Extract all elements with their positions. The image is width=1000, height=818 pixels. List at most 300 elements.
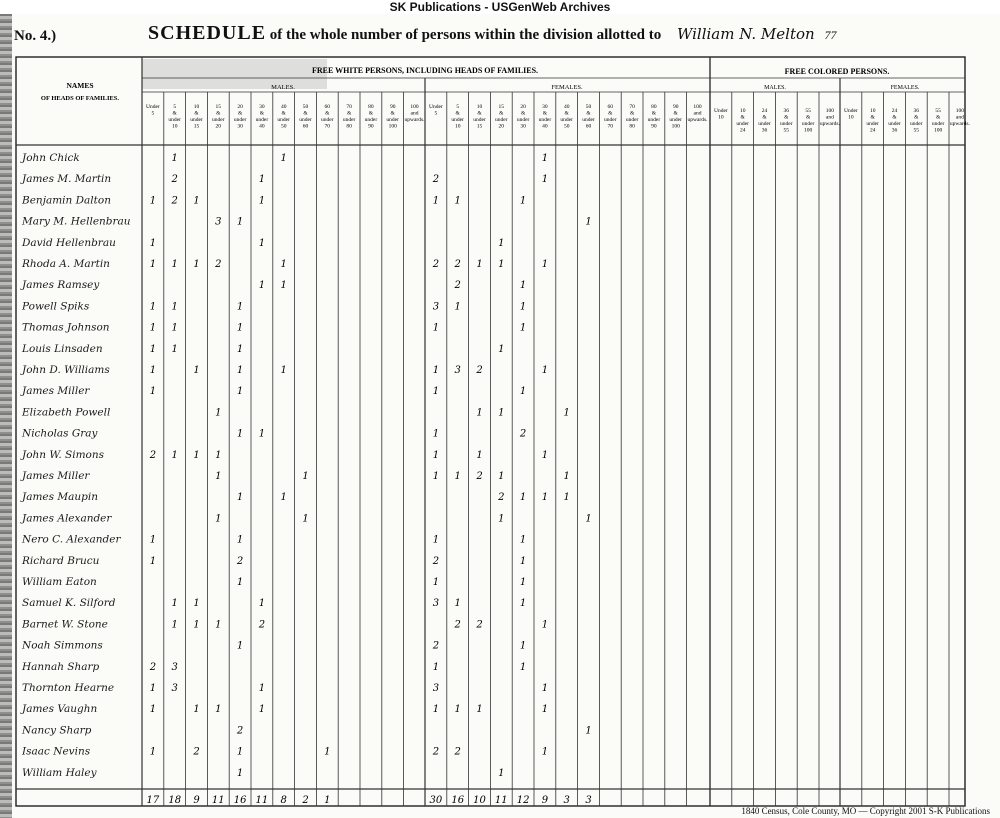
female-count: 1 (585, 725, 592, 737)
male-total: 2 (302, 795, 309, 806)
female-count: 1 (432, 428, 440, 440)
female-count: 1 (541, 492, 549, 504)
female-count: 1 (519, 195, 527, 207)
colored-male-age-col-label: 10 (718, 114, 724, 121)
white-female-age-col-label: & (542, 110, 548, 117)
male-count: 1 (171, 343, 178, 355)
colored-male-age-col-label: 100 (825, 108, 835, 114)
female-count: 1 (432, 577, 440, 588)
colored-female-age-col-label: under (931, 121, 945, 127)
male-count: 1 (149, 555, 157, 567)
male-count: 1 (193, 365, 200, 376)
male-total: 9 (193, 795, 200, 806)
white-male-age-col-label: under (342, 117, 356, 123)
colored-female-age-col-label: 100 (933, 127, 943, 134)
colored-female-age-col-label: 55 (913, 127, 920, 134)
female-count: 1 (476, 704, 483, 716)
colored-female-age-col-label: & (892, 114, 897, 121)
colored-female-age-col-label: 36 (891, 127, 898, 134)
head-of-family-name: Nero C. Alexander (22, 533, 121, 546)
colored-female-age-col-label: & (870, 114, 875, 121)
male-count: 2 (149, 449, 157, 461)
white-female-age-col-label: 90 (672, 104, 679, 110)
female-count: 2 (454, 280, 461, 292)
white-female-age-col-label: 40 (542, 123, 548, 130)
white-female-age-col-label: under (451, 117, 464, 123)
white-female-age-col-label: 30 (520, 123, 526, 130)
male-count: 2 (236, 555, 244, 567)
colored-female-age-col-label: & (914, 114, 919, 121)
male-count: 1 (149, 683, 157, 694)
male-total: 8 (280, 795, 287, 806)
female-total: 30 (429, 795, 443, 806)
male-count: 1 (258, 683, 266, 694)
colored-male-age-col-label: under (780, 121, 793, 127)
male-count: 1 (171, 619, 178, 631)
male-total: 16 (233, 795, 247, 806)
male-count: 1 (215, 704, 222, 716)
head-of-family-name: Elizabeth Powell (22, 406, 111, 419)
female-count: 1 (498, 237, 505, 249)
colored-male-age-col-label: 10 (739, 108, 746, 114)
white-male-age-col-label: & (368, 110, 374, 117)
white-female-age-col-label: & (586, 110, 591, 117)
white-female-age-col-label: 5 (456, 104, 460, 110)
head-of-family-name: James Ramsey (22, 279, 100, 292)
white-male-age-col-label: 30 (237, 123, 243, 130)
male-count: 1 (193, 598, 200, 610)
colored-male-age-col-label: 55 (783, 127, 790, 134)
male-count: 1 (236, 534, 244, 546)
female-total: 10 (473, 795, 486, 806)
colored-male-age-col-label: & (762, 114, 767, 121)
white-female-age-col-label: 100 (671, 123, 680, 130)
colored-females-header: FEMALES. (890, 85, 920, 91)
male-count: 1 (171, 598, 178, 610)
male-count: 1 (215, 619, 222, 631)
white-female-age-col-label: under (582, 117, 595, 123)
white-female-age-col-label: 50 (585, 104, 592, 110)
female-count: 1 (476, 449, 483, 461)
male-count: 1 (236, 365, 244, 376)
male-count: 1 (193, 704, 200, 716)
white-male-age-col-label: 20 (215, 123, 222, 130)
male-count: 1 (171, 153, 178, 164)
white-female-age-col-label: 60 (607, 104, 614, 110)
head-of-family-name: Powell Spiks (22, 300, 90, 313)
male-total: 1 (324, 795, 331, 806)
female-count: 1 (432, 534, 440, 546)
female-count: 1 (519, 386, 527, 398)
male-count: 2 (171, 174, 178, 186)
white-female-age-col-label: 90 (651, 123, 657, 130)
colored-male-age-col-label: & (784, 114, 789, 121)
female-count: 2 (454, 259, 461, 270)
female-count: 3 (454, 365, 461, 376)
male-count: 1 (280, 259, 287, 270)
head-of-family-name: James M. Martin (22, 173, 112, 186)
white-female-age-col-label: 5 (434, 110, 438, 117)
white-female-age-col-label: & (455, 110, 460, 117)
white-female-age-col-label: & (477, 110, 482, 117)
male-count: 1 (193, 259, 200, 270)
male-count: 1 (149, 237, 157, 249)
male-count: 1 (149, 343, 157, 355)
female-count: 2 (476, 365, 483, 376)
male-count: 1 (236, 343, 244, 355)
female-count: 2 (476, 471, 483, 482)
head-of-family-name: Isaac Nevins (22, 745, 91, 758)
colored-male-age-col-label: under (736, 121, 749, 127)
white-female-age-col-label: Under (429, 104, 443, 110)
white-male-age-col-label: 10 (193, 104, 200, 110)
white-male-age-col-label: under (321, 117, 334, 123)
male-count: 1 (149, 195, 157, 207)
white-female-age-col-label: under (560, 117, 573, 123)
white-male-age-col-label: 50 (280, 123, 287, 130)
white-female-age-col-label: 60 (585, 123, 592, 130)
white-male-age-col-label: under (277, 117, 290, 123)
white-male-age-col-label: 20 (237, 104, 243, 110)
female-count: 1 (498, 513, 505, 525)
female-count: 1 (519, 322, 527, 334)
female-count: 1 (432, 471, 440, 482)
white-female-age-col-label: & (651, 110, 657, 117)
white-male-age-col-label: under (190, 117, 203, 123)
female-count: 2 (432, 174, 440, 186)
white-male-age-col-label: & (194, 110, 199, 117)
male-count: 2 (193, 746, 200, 758)
head-of-family-name: Nancy Sharp (22, 724, 92, 737)
white-male-age-col-label: & (325, 110, 330, 117)
male-count: 1 (149, 301, 157, 313)
female-count: 1 (563, 471, 570, 482)
colored-female-age-col-label: 24 (869, 127, 876, 134)
female-count: 1 (432, 661, 440, 673)
colored-female-age-col-label: & (935, 114, 941, 121)
white-female-age-col-label: 10 (454, 123, 461, 130)
female-count: 1 (541, 683, 549, 694)
head-of-family-name: Mary M. Hellenbrau (22, 215, 131, 228)
colored-female-age-col-label: 100 (955, 108, 965, 114)
white-persons-header: FREE WHITE PERSONS, INCLUDING HEADS OF FAMILIES. (311, 66, 539, 75)
head-of-family-name: Nicholas Gray (22, 427, 98, 440)
male-count: 1 (149, 386, 157, 398)
colored-female-age-col-label: Under (844, 108, 858, 114)
colored-male-age-col-label: and (825, 114, 834, 121)
white-female-age-col-label: 40 (563, 104, 570, 110)
male-count: 1 (258, 195, 266, 207)
colored-male-age-col-label: & (805, 114, 811, 121)
male-count: 1 (236, 322, 244, 334)
male-count: 1 (215, 449, 222, 461)
male-count: 3 (215, 216, 222, 228)
colored-female-age-col-label: upwards. (949, 121, 970, 127)
white-female-age-col-label: & (673, 110, 678, 117)
white-female-age-col-label: 15 (498, 104, 505, 110)
white-female-age-col-label: 100 (693, 104, 702, 110)
white-male-age-col-label: 100 (410, 104, 419, 110)
colored-male-age-col-label: 55 (805, 108, 811, 114)
white-male-age-col-label: 80 (368, 104, 374, 110)
white-male-age-col-label: 40 (259, 123, 265, 130)
colored-female-age-col-label: 55 (935, 108, 941, 114)
female-total: 12 (516, 795, 530, 806)
colored-female-age-col-label: and (955, 114, 964, 121)
form-number: No. 4.) (14, 28, 57, 44)
male-count: 1 (149, 259, 157, 270)
male-total: 11 (211, 795, 225, 806)
white-male-age-col-label: 100 (388, 123, 397, 130)
male-count: 1 (215, 407, 222, 419)
male-count: 1 (280, 492, 287, 504)
male-count: 2 (215, 259, 222, 270)
female-count: 1 (563, 492, 570, 504)
white-male-age-col-label: & (259, 110, 265, 117)
colored-male-age-col-label: under (801, 121, 815, 127)
male-count: 2 (149, 661, 157, 673)
male-count: 1 (258, 174, 266, 186)
white-male-age-col-label: upwards. (404, 117, 425, 123)
male-count: 1 (236, 428, 244, 440)
colored-female-age-col-label: 10 (869, 108, 876, 114)
female-count: 1 (498, 767, 505, 779)
male-count: 1 (258, 237, 266, 249)
head-of-family-name: James Alexander (22, 512, 112, 525)
white-female-age-col-label: under (669, 117, 682, 123)
scan-smudge (142, 59, 327, 89)
female-count: 2 (454, 746, 461, 758)
female-count: 1 (454, 704, 461, 716)
white-male-age-col-label: 5 (151, 110, 155, 117)
male-count: 1 (149, 365, 157, 376)
white-male-age-col-label: under (255, 117, 269, 123)
female-count: 1 (541, 704, 549, 716)
male-count: 1 (171, 259, 178, 270)
white-male-age-col-label: & (281, 110, 286, 117)
female-count: 3 (432, 598, 440, 610)
female-count: 1 (541, 365, 549, 376)
female-count: 2 (432, 640, 440, 652)
female-count: 1 (432, 365, 440, 376)
male-total: 18 (168, 795, 182, 806)
male-count: 1 (236, 746, 244, 758)
white-female-age-col-label: 15 (476, 123, 483, 130)
female-count: 1 (519, 640, 527, 652)
colored-male-age-col-label: 36 (783, 108, 790, 114)
white-female-age-col-label: 80 (651, 104, 657, 110)
white-male-age-col-label: 15 (193, 123, 200, 130)
female-count: 1 (585, 513, 592, 525)
female-count: 1 (432, 704, 440, 716)
white-female-age-col-label: 70 (607, 123, 614, 130)
male-count: 1 (149, 534, 157, 546)
head-of-family-name: Thornton Hearne (22, 682, 115, 694)
white-male-age-col-label: 15 (215, 104, 222, 110)
male-count: 1 (236, 767, 244, 779)
white-male-age-col-label: & (303, 110, 308, 117)
female-count: 1 (541, 174, 549, 186)
female-total: 16 (451, 795, 465, 806)
female-count: 1 (454, 301, 461, 313)
female-total: 11 (494, 795, 508, 806)
white-female-age-col-label: & (520, 110, 526, 117)
copyright-footer: 1840 Census, Cole County, MO — Copyright 2001 S-K Publications (741, 806, 990, 816)
names-header: NAMES (66, 81, 94, 90)
colored-female-age-col-label: under (888, 121, 901, 127)
colored-male-age-col-label: Under (714, 108, 728, 114)
white-male-age-col-label: 10 (171, 123, 178, 130)
head-of-family-name: John Chick (22, 152, 80, 164)
white-female-age-col-label: & (608, 110, 613, 117)
head-of-family-name: William Haley (22, 766, 97, 779)
male-count: 1 (149, 704, 157, 716)
head-of-family-name: Barnet W. Stone (22, 618, 108, 631)
colored-female-age-col-label: 36 (913, 108, 920, 114)
head-of-family-name: Hannah Sharp (22, 660, 100, 673)
female-count: 1 (432, 322, 440, 334)
female-count: 2 (519, 428, 527, 440)
colored-male-age-col-label: upwards. (819, 121, 840, 127)
colored-male-age-col-label: 100 (803, 127, 813, 134)
head-of-family-name: Richard Brucu (22, 554, 100, 567)
male-count: 1 (215, 471, 222, 482)
names-header-sub: OF HEADS OF FAMILIES. (40, 95, 120, 102)
white-female-age-col-label: under (473, 117, 486, 123)
female-count: 2 (454, 619, 461, 631)
male-count: 1 (302, 471, 309, 482)
white-male-age-col-label: 50 (302, 104, 309, 110)
white-female-age-col-label: & (499, 110, 504, 117)
female-count: 1 (454, 471, 461, 482)
male-count: 1 (171, 449, 178, 461)
colored-male-age-col-label: under (758, 121, 771, 127)
female-count: 1 (563, 407, 570, 419)
white-females-header: FEMALES. (551, 84, 583, 91)
male-count: 1 (236, 301, 244, 313)
male-count: 2 (258, 619, 266, 631)
white-female-age-col-label: & (629, 110, 635, 117)
archive-title: SK Publications - USGenWeb Archives (389, 0, 611, 14)
head-of-family-name: Noah Simmons (22, 639, 103, 652)
white-female-age-col-label: under (516, 117, 530, 123)
female-count: 1 (476, 407, 483, 419)
colored-males-header: MALES. (764, 85, 786, 91)
head-of-family-name: William Eaton (22, 576, 97, 588)
female-count: 1 (476, 259, 483, 270)
male-count: 1 (258, 280, 266, 292)
female-count: 1 (454, 195, 461, 207)
female-count: 3 (432, 683, 440, 694)
white-male-age-col-label: under (168, 117, 181, 123)
colored-female-age-col-label: under (910, 121, 923, 127)
white-male-age-col-label: & (237, 110, 243, 117)
white-male-age-col-label: Under (146, 104, 160, 110)
colored-male-age-col-label: 24 (739, 127, 746, 134)
white-female-age-col-label: 30 (542, 104, 548, 110)
head-of-family-name: Louis Linsaden (22, 342, 103, 355)
white-female-age-col-label: 10 (476, 104, 483, 110)
female-total: 3 (585, 795, 592, 806)
male-count: 1 (258, 598, 266, 610)
male-count: 1 (171, 322, 178, 334)
male-count: 3 (171, 683, 178, 694)
white-female-age-col-label: under (647, 117, 661, 123)
head-of-family-name: Thomas Johnson (22, 321, 110, 334)
male-count: 2 (171, 195, 178, 207)
white-female-age-col-label: & (564, 110, 569, 117)
schedule-word: SCHEDULE (148, 22, 267, 44)
male-count: 1 (149, 746, 157, 758)
male-count: 1 (171, 301, 178, 313)
female-count: 1 (541, 619, 549, 631)
colored-male-age-col-label: 24 (761, 108, 768, 114)
female-count: 1 (541, 449, 549, 461)
white-male-age-col-label: 90 (368, 123, 374, 130)
male-count: 1 (193, 449, 200, 461)
male-count: 1 (236, 216, 244, 228)
female-count: 1 (519, 534, 527, 546)
male-count: 2 (236, 725, 244, 737)
female-count: 1 (519, 577, 527, 588)
head-of-family-name: James Vaughn (22, 703, 98, 716)
female-count: 3 (432, 301, 440, 313)
white-male-age-col-label: 80 (346, 123, 352, 130)
white-male-age-col-label: 5 (173, 104, 177, 110)
male-count: 3 (171, 661, 178, 673)
head-of-family-name: Samuel K. Silford (22, 597, 116, 610)
colored-female-age-col-label: 24 (891, 108, 898, 114)
male-count: 1 (149, 322, 157, 334)
male-count: 1 (258, 704, 266, 716)
head-of-family-name: James Maupin (22, 491, 98, 504)
white-male-age-col-label: & (390, 110, 395, 117)
colored-persons-header: FREE COLORED PERSONS. (784, 67, 890, 76)
female-count: 1 (541, 153, 549, 164)
white-male-age-col-label: & (346, 110, 352, 117)
female-count: 1 (519, 492, 527, 504)
head-of-family-name: Benjamin Dalton (22, 194, 111, 207)
male-total: 17 (146, 795, 160, 806)
female-count: 1 (498, 471, 505, 482)
female-count: 1 (519, 598, 527, 610)
white-males-header: MALES. (271, 84, 295, 91)
white-female-age-col-label: 20 (498, 123, 505, 130)
white-female-age-col-label: under (625, 117, 639, 123)
male-count: 1 (236, 640, 244, 652)
male-total: 11 (255, 795, 269, 806)
white-male-age-col-label: under (299, 117, 312, 123)
head-of-family-name: James Miller (22, 470, 90, 482)
male-count: 1 (280, 365, 287, 376)
white-female-age-col-label: and (693, 110, 702, 117)
white-male-age-col-label: 60 (302, 123, 309, 130)
white-male-age-col-label: under (212, 117, 225, 123)
female-total: 9 (541, 795, 549, 806)
male-count: 1 (258, 428, 266, 440)
male-count: 1 (236, 577, 244, 588)
enumerator-name: William N. Melton (676, 25, 815, 43)
female-count: 1 (432, 449, 440, 461)
female-count: 1 (519, 555, 527, 567)
head-of-family-name: David Hellenbrau (22, 236, 116, 249)
male-count: 1 (236, 492, 244, 504)
white-male-age-col-label: & (216, 110, 221, 117)
white-female-age-col-label: upwards. (687, 117, 708, 123)
head-of-family-name: Rhoda A. Martin (22, 258, 110, 270)
white-female-age-col-label: 80 (629, 123, 635, 130)
female-count: 2 (432, 259, 440, 270)
